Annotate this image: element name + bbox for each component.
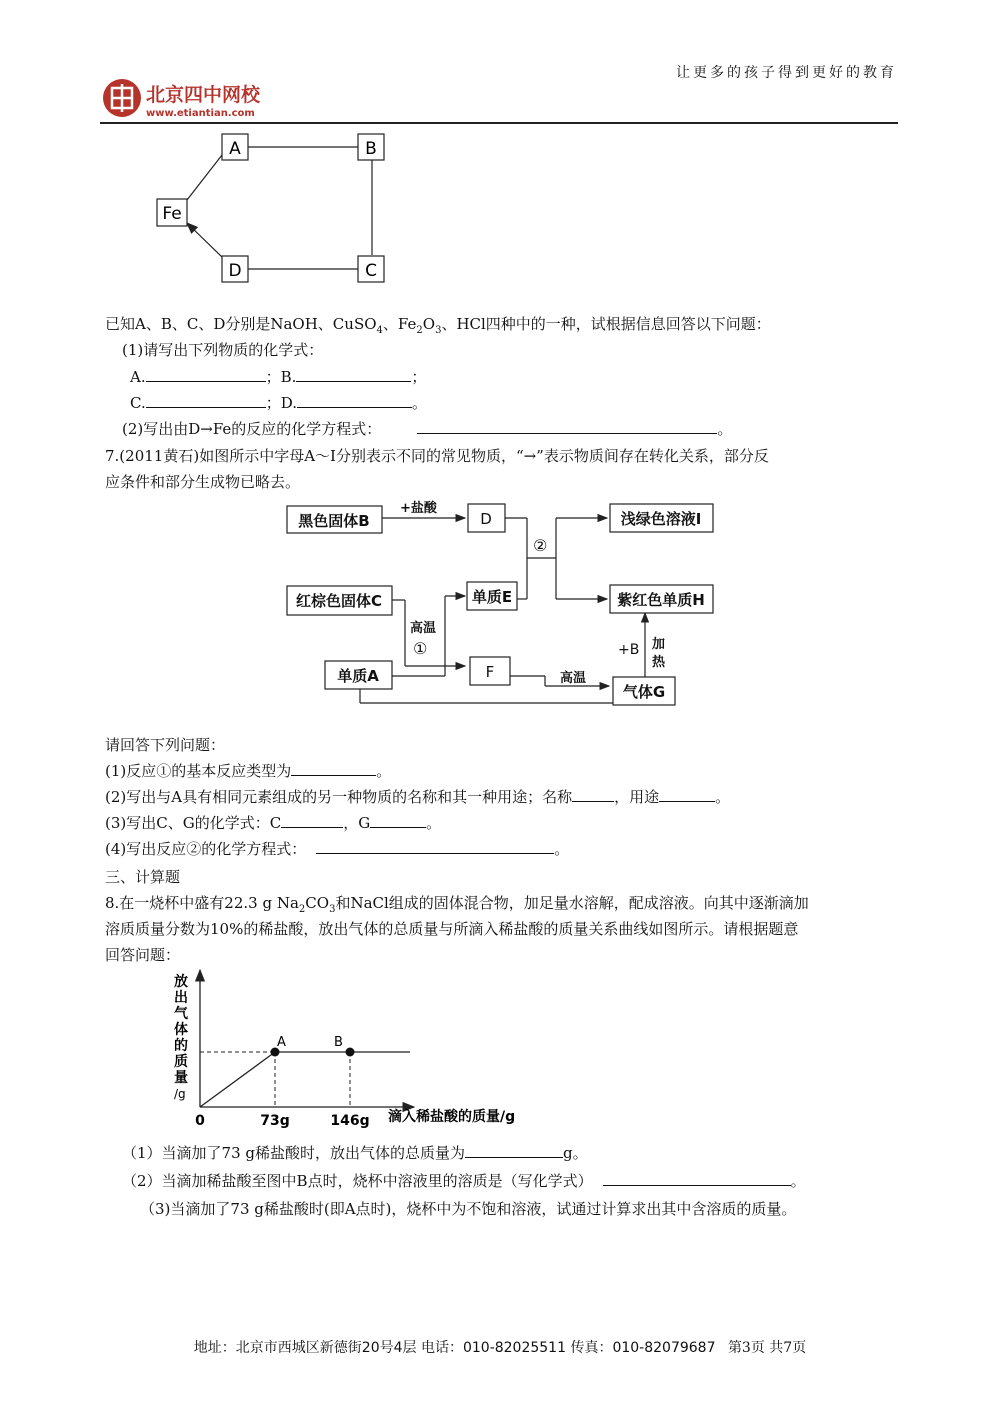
- q6-intro: 已知A、B、C、D分别是NaOH、CuSO$_4$、$Fe_2O_3$、HCl四种中的一种，试根据信息回答以下问题：: [105, 315, 771, 336]
- logo-text-cn: 北京四中网校: [146, 84, 261, 106]
- svg-text:D: D: [480, 510, 492, 528]
- q7-s1: (1)反应①的基本反应类型为 。: [105, 762, 392, 780]
- q8-s3: （3)当滴加了73 g稀盐酸时(即A点时)，烧杯中为不饱和溶液，试通过计算求出其中含溶质的质量。: [140, 1200, 797, 1218]
- svg-text:高温: 高温: [410, 621, 437, 636]
- svg-text:紫红色单质H: 紫红色单质H: [617, 591, 705, 609]
- q6-cd-line: C. ；D. 。: [130, 394, 427, 412]
- svg-text:黑色固体B: 黑色固体B: [298, 512, 370, 530]
- series-line-rise: [200, 1052, 275, 1107]
- node-d-label: D: [228, 261, 242, 281]
- node-c-label: C: [365, 261, 377, 281]
- node-b-label: B: [365, 139, 377, 159]
- svg-text:浅绿色溶液I: 浅绿色溶液I: [620, 510, 702, 528]
- answer-blank-reaction-type[interactable]: [291, 761, 376, 776]
- y-axis-label-3: 气: [174, 1006, 188, 1022]
- svg-text:单质E: 单质E: [471, 588, 513, 606]
- answer-blank-b[interactable]: [296, 367, 411, 382]
- site-logo: [100, 76, 280, 120]
- svg-text:单质A: 单质A: [337, 667, 379, 685]
- svg-text:①: ①: [413, 639, 428, 658]
- fe-relation-diagram: [150, 128, 400, 288]
- header-divider: [100, 122, 898, 124]
- svg-text:气体G: 气体G: [622, 683, 666, 701]
- x-tick-label: 0: [195, 1113, 205, 1129]
- svg-text:高温: 高温: [560, 671, 587, 686]
- y-axis-label-2: 出: [174, 990, 188, 1006]
- svg-text:F: F: [485, 663, 495, 681]
- data-point-b: [346, 1048, 355, 1057]
- y-axis-label-7: 量: [174, 1070, 188, 1086]
- q7-line1: 7.(2011黄石)如图所示中字母A～I分别表示不同的常见物质，“→”表示物质间存在转化关系，部分反: [105, 447, 769, 465]
- q6-part1: (1)请写出下列物质的化学式：: [122, 341, 324, 359]
- answer-blank-g-formula[interactable]: [370, 813, 426, 828]
- answer-blank-gas-mass[interactable]: [465, 1143, 563, 1158]
- y-axis-label-5: 的: [174, 1038, 188, 1054]
- x-tick-label: 146g: [330, 1113, 370, 1129]
- header-slogan: 让更多的孩子得到更好的教育: [676, 65, 897, 81]
- q7-s3: (3)写出C、G的化学式：C ，G 。: [105, 814, 442, 832]
- q7-line2: 应条件和部分生成物已略去。: [105, 473, 301, 491]
- q8-line1: 8.在一烧杯中盛有22.3 g $Na_2CO_3$和NaCl组成的固体混合物，加足量水溶解，配成溶液。向其中逐渐滴加: [105, 894, 809, 915]
- answer-blank-use[interactable]: [659, 787, 715, 802]
- svg-text:②: ②: [533, 536, 548, 555]
- page-footer: [0, 1337, 1000, 1357]
- y-axis-label-4: 体: [174, 1022, 188, 1038]
- q8-line2: 溶质质量分数为10%的稀盐酸，放出气体的总质量与所滴入稀盐酸的质量关系曲线如图所示。请根据题意: [105, 920, 799, 938]
- answer-blank-equation[interactable]: [417, 419, 717, 434]
- q8-line3: 回答问题：: [105, 946, 181, 964]
- q7-flow-diagram: [280, 496, 730, 716]
- answer-blank-c-formula[interactable]: [281, 813, 343, 828]
- node-fe-label: Fe: [162, 204, 182, 224]
- svg-text:热: 热: [652, 655, 666, 670]
- point-label-b: B: [334, 1035, 343, 1050]
- q8-s1: （1）当滴加了73 g稀盐酸时，放出气体的总质量为 g。: [122, 1144, 588, 1162]
- answer-blank-a[interactable]: [146, 367, 266, 382]
- svg-text:+B: +B: [618, 642, 640, 658]
- gas-mass-chart: [160, 964, 580, 1134]
- q6-ab-line: A. ；B. ；: [130, 368, 427, 386]
- answer-blank-solute[interactable]: [603, 1171, 791, 1186]
- y-axis-label-8: /g: [174, 1087, 186, 1101]
- q8-s2: （2）当滴加稀盐酸至图中B点时，烧杯中溶液里的溶质是（写化学式） 。: [122, 1172, 806, 1190]
- q7-ask: 请回答下列问题：: [105, 736, 226, 754]
- x-axis-label: 滴入稀盐酸的质量/g: [388, 1109, 516, 1125]
- answer-blank-d[interactable]: [297, 393, 412, 408]
- y-axis-label-1: 放: [174, 974, 188, 990]
- answer-blank-equation2[interactable]: [316, 839, 554, 854]
- logo-text-url: www.etiantian.com: [146, 108, 255, 119]
- svg-text:红棕色固体C: 红棕色固体C: [295, 592, 383, 610]
- node-a-label: A: [229, 139, 241, 159]
- section-heading: 三、计算题: [105, 868, 181, 886]
- q7-s2: (2)写出与A具有相同元素组成的另一种物质的名称和其一种用途；名称 ，用途 。: [105, 788, 731, 806]
- footer-page: 第3页 共7页: [727, 1340, 807, 1356]
- point-label-a: A: [277, 1035, 286, 1050]
- x-tick-label: 73g: [260, 1113, 290, 1129]
- q6-part2: (2)写出由D→Fe的反应的化学方程式： 。: [122, 420, 733, 438]
- answer-blank-name[interactable]: [572, 787, 614, 802]
- svg-text:+盐酸: +盐酸: [400, 501, 437, 516]
- y-axis-label-6: 质: [174, 1054, 188, 1070]
- q7-s4: (4)写出反应②的化学方程式： 。: [105, 840, 570, 858]
- svg-text:加: 加: [652, 637, 666, 652]
- footer-address: 地址：北京市西城区新德街20号4层 电话：010-82025511 传真：010-82079687: [193, 1340, 716, 1356]
- answer-blank-c[interactable]: [146, 393, 266, 408]
